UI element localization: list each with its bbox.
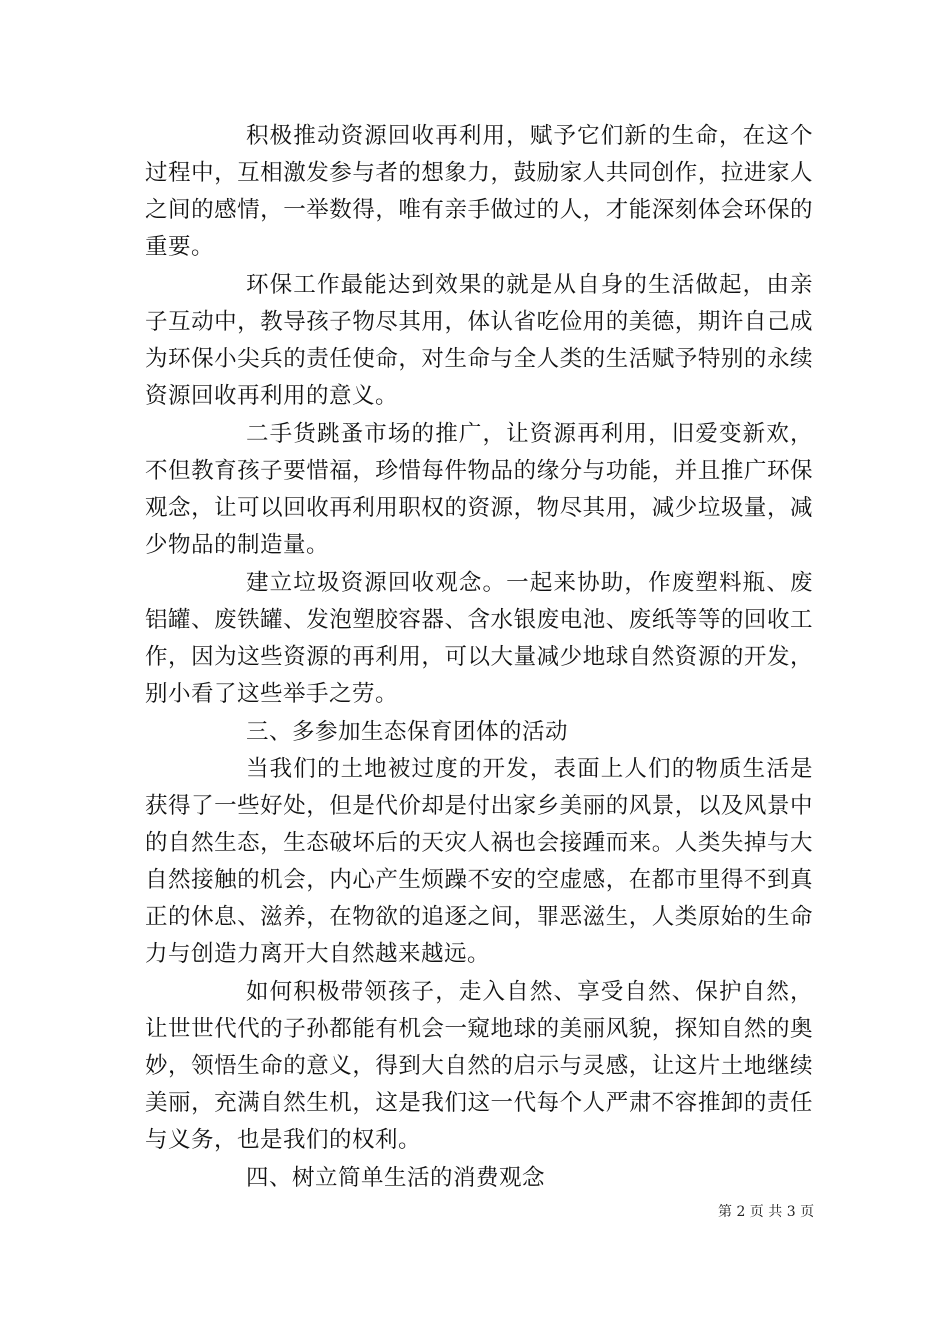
section-heading-4: 四、树立简单生活的消费观念 bbox=[246, 1165, 546, 1191]
section-heading-3: 三、多参加生态保育团体的活动 bbox=[246, 719, 569, 745]
paragraph: 如何积极带领孩子，走入自然、享受自然、保护自然，让世世代代的子孙都能有机会一窥地球的美丽风貌，探知自然的奥妙，领悟生命的意义，得到大自然的启示与灵感，让这片土地继续美丽，充满自然生机，这是我们这一代每个人严肃不容推卸的责任与义务，也是我们的权利。 bbox=[145, 979, 813, 1153]
paragraph: 二手货跳蚤市场的推广，让资源再利用，旧爱变新欢，不但教育孩子要惜福，珍惜每件物品的缘分与功能，并且推广环保观念，让可以回收再利用职权的资源，物尽其用，减少垃圾量，减少物品的制造量。 bbox=[145, 421, 813, 558]
paragraph: 环保工作最能达到效果的就是从自身的生活做起，由亲子互动中，教导孩子物尽其用，体认省吃俭用的美德，期许自己成为环保小尖兵的责任使命，对生命与全人类的生活赋予特别的永续资源回收再利用的意义。 bbox=[145, 272, 813, 409]
paragraph: 建立垃圾资源回收观念。一起来协助，作废塑料瓶、废铝罐、废铁罐、发泡塑胶容器、含水银废电池、废纸等等的回收工作，因为这些资源的再利用，可以大量减少地球自然资源的开发，别小看了这些举手之劳。 bbox=[145, 570, 813, 707]
paragraph: 当我们的土地被过度的开发，表面上人们的物质生活是获得了一些好处，但是代价却是付出家乡美丽的风景，以及风景中的自然生态，生态破坏后的天灾人祸也会接踵而来。人类失掉与大自然接触的机会，内心产生烦躁不安的空虚感，在都市里得不到真正的休息、滋养，在物欲的追逐之间，罪恶滋生，人类原始的生命力与创造力离开大自然越来越远。 bbox=[145, 756, 813, 967]
document-body bbox=[145, 118, 813, 1197]
paragraph: 积极推动资源回收再利用，赋予它们新的生命，在这个过程中，互相激发参与者的想象力，鼓励家人共同创作，拉进家人之间的感情，一举数得，唯有亲手做过的人，才能深刻体会环保的重要。 bbox=[145, 123, 813, 260]
page-number-footer: 第 2 页 共 3 页 bbox=[718, 1204, 815, 1220]
